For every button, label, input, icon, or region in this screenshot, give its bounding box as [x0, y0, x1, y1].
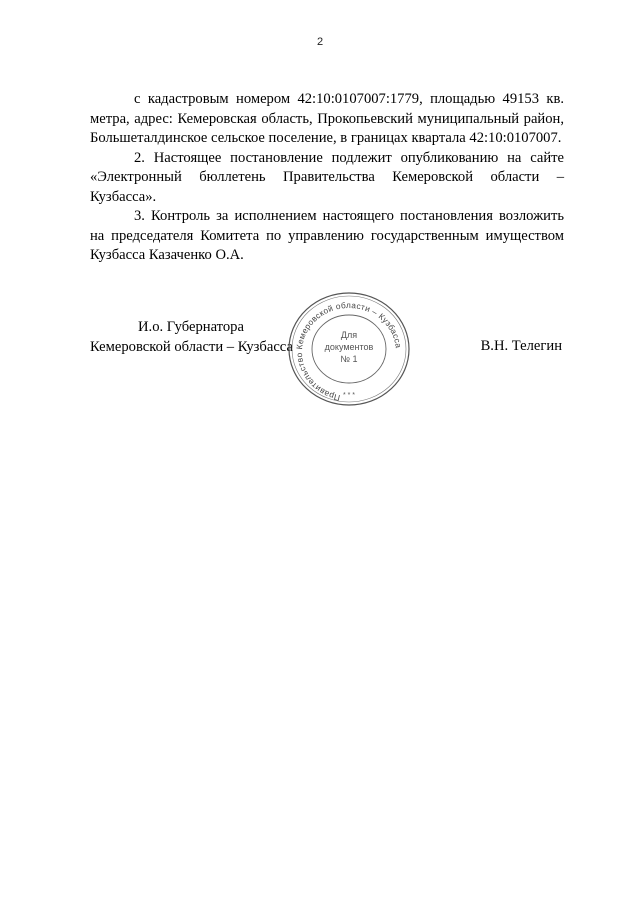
paragraph-control: 3. Контроль за исполнением настоящего постановления возложить на председателя Комитета по управлению государственным имуществом Кузбасса Казаченко О.А.: [90, 208, 564, 263]
seal-center-line3: № 1: [340, 354, 358, 364]
seal-stars: * * *: [342, 392, 356, 399]
signatory-title-line1: И.о. Губернатора: [138, 319, 244, 335]
signatory-title-line2: Кемеровской области – Кузбасса: [90, 338, 293, 355]
official-seal-stamp: [286, 290, 412, 408]
signatory-title: [90, 318, 293, 357]
seal-center-line2: документов: [324, 342, 374, 352]
seal-ring-text: Правительство Кемеровской области – Кузбасса: [293, 299, 404, 404]
signatory-name: В.Н. Телегин: [480, 338, 562, 354]
page-number: 2: [316, 36, 324, 48]
seal-center-line1: Для: [340, 330, 358, 340]
paragraph-publication: 2. Настоящее постановление подлежит опубликованию на сайте «Электронный бюллетень Правительства Кемеровской области – Кузбасса».: [90, 149, 564, 205]
paragraph-cadastral: с кадастровым номером 42:10:0107007:1779, площадью 49153 кв. метра, адрес: Кемеровская область, Прокопьевский муниципальный район, Большеталдинское сельское поселение, в границах квартала 42:10:0107007.: [90, 91, 564, 146]
document-body: [90, 90, 564, 266]
seal-icon: [286, 290, 412, 408]
